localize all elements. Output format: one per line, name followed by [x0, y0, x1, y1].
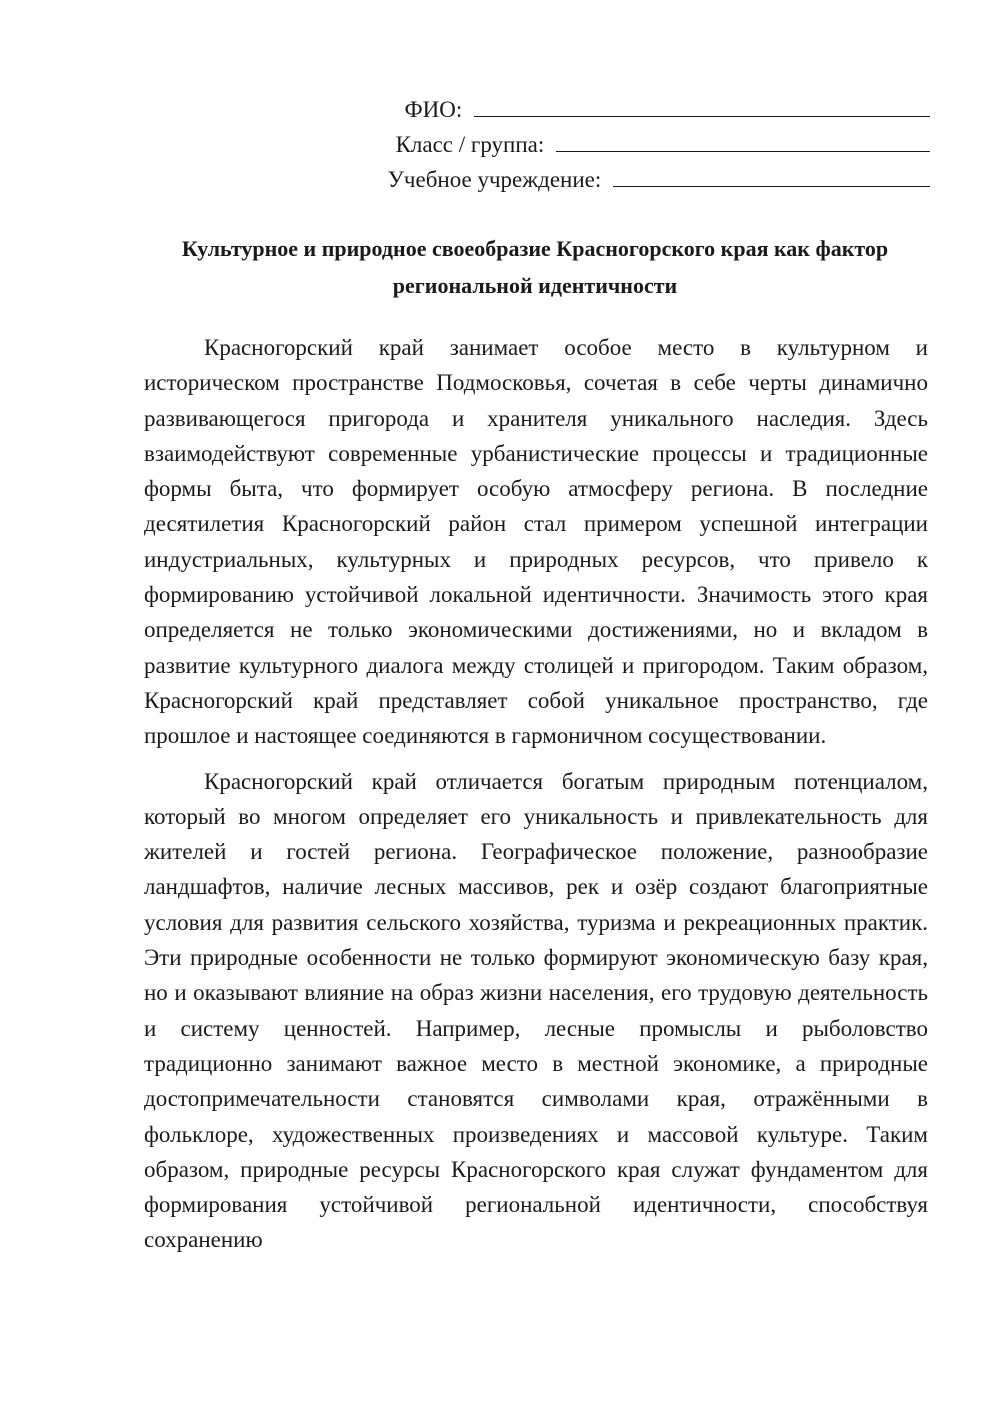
student-info-header [340, 92, 930, 197]
paragraph-2: Красногорский край отличается богатым природным потенциалом, который во многом определяет его уникальность и привлекательность для жителей и гостей региона. Географическое положение, разнообразие ландшафтов, наличие лесных массивов, рек и озёр создают благоприятные условия для развития сельского хозяйства, туризма и рекреационных практик. Эти природные особенности не только формируют экономическую базу края, но и оказывают влияние на образ жизни населения, его трудовую деятельность и систему ценностей. Например, лесные промыслы и рыболовство традиционно занимают важное место в местной экономике, а природные достопримечательности становятся символами края, отражёнными в фольклоре, художественных произведениях и массовой культуре. Таким образом, природные ресурсы Красногорского края служат фундаментом для формирования устойчивой региональной идентичности, способствуя сохранению [144, 768, 928, 1253]
fio-line [340, 92, 930, 127]
class-blank-field[interactable] [556, 127, 930, 152]
document-title: Культурное и природное своеобразие Красногорского края как фактор региональной идентичности [181, 236, 889, 298]
paragraph-1: Красногорский край занимает особое место в культурном и историческом пространстве Подмосковья, сочетая в себе черты динамично развивающегося пригорода и хранителя уникального наследия. Здесь взаимодействуют современные урбанистические процессы и традиционные формы быта, что формирует особую атмосферу региона. В последние десятилетия Красногорский район стал примером успешной интеграции индустриальных, культурных и природных ресурсов, что привело к формированию устойчивой локальной идентичности. Значимость этого края определяется не только экономическими достижениями, но и вкладом в развитие культурного диалога между столицей и пригородом. Таким образом, Красногорский край представляет собой уникальное пространство, где прошлое и настоящее соединяются в гармоничном сосуществовании. [144, 335, 928, 749]
fio-blank-field[interactable] [474, 92, 930, 117]
school-line [340, 162, 930, 197]
document-body [144, 330, 928, 1268]
fio-label: ФИО: [404, 97, 468, 122]
class-line [340, 127, 930, 162]
school-label: Учебное учреждение: [387, 167, 607, 192]
school-blank-field[interactable] [613, 162, 930, 187]
class-label: Класс / группа: [395, 132, 550, 157]
